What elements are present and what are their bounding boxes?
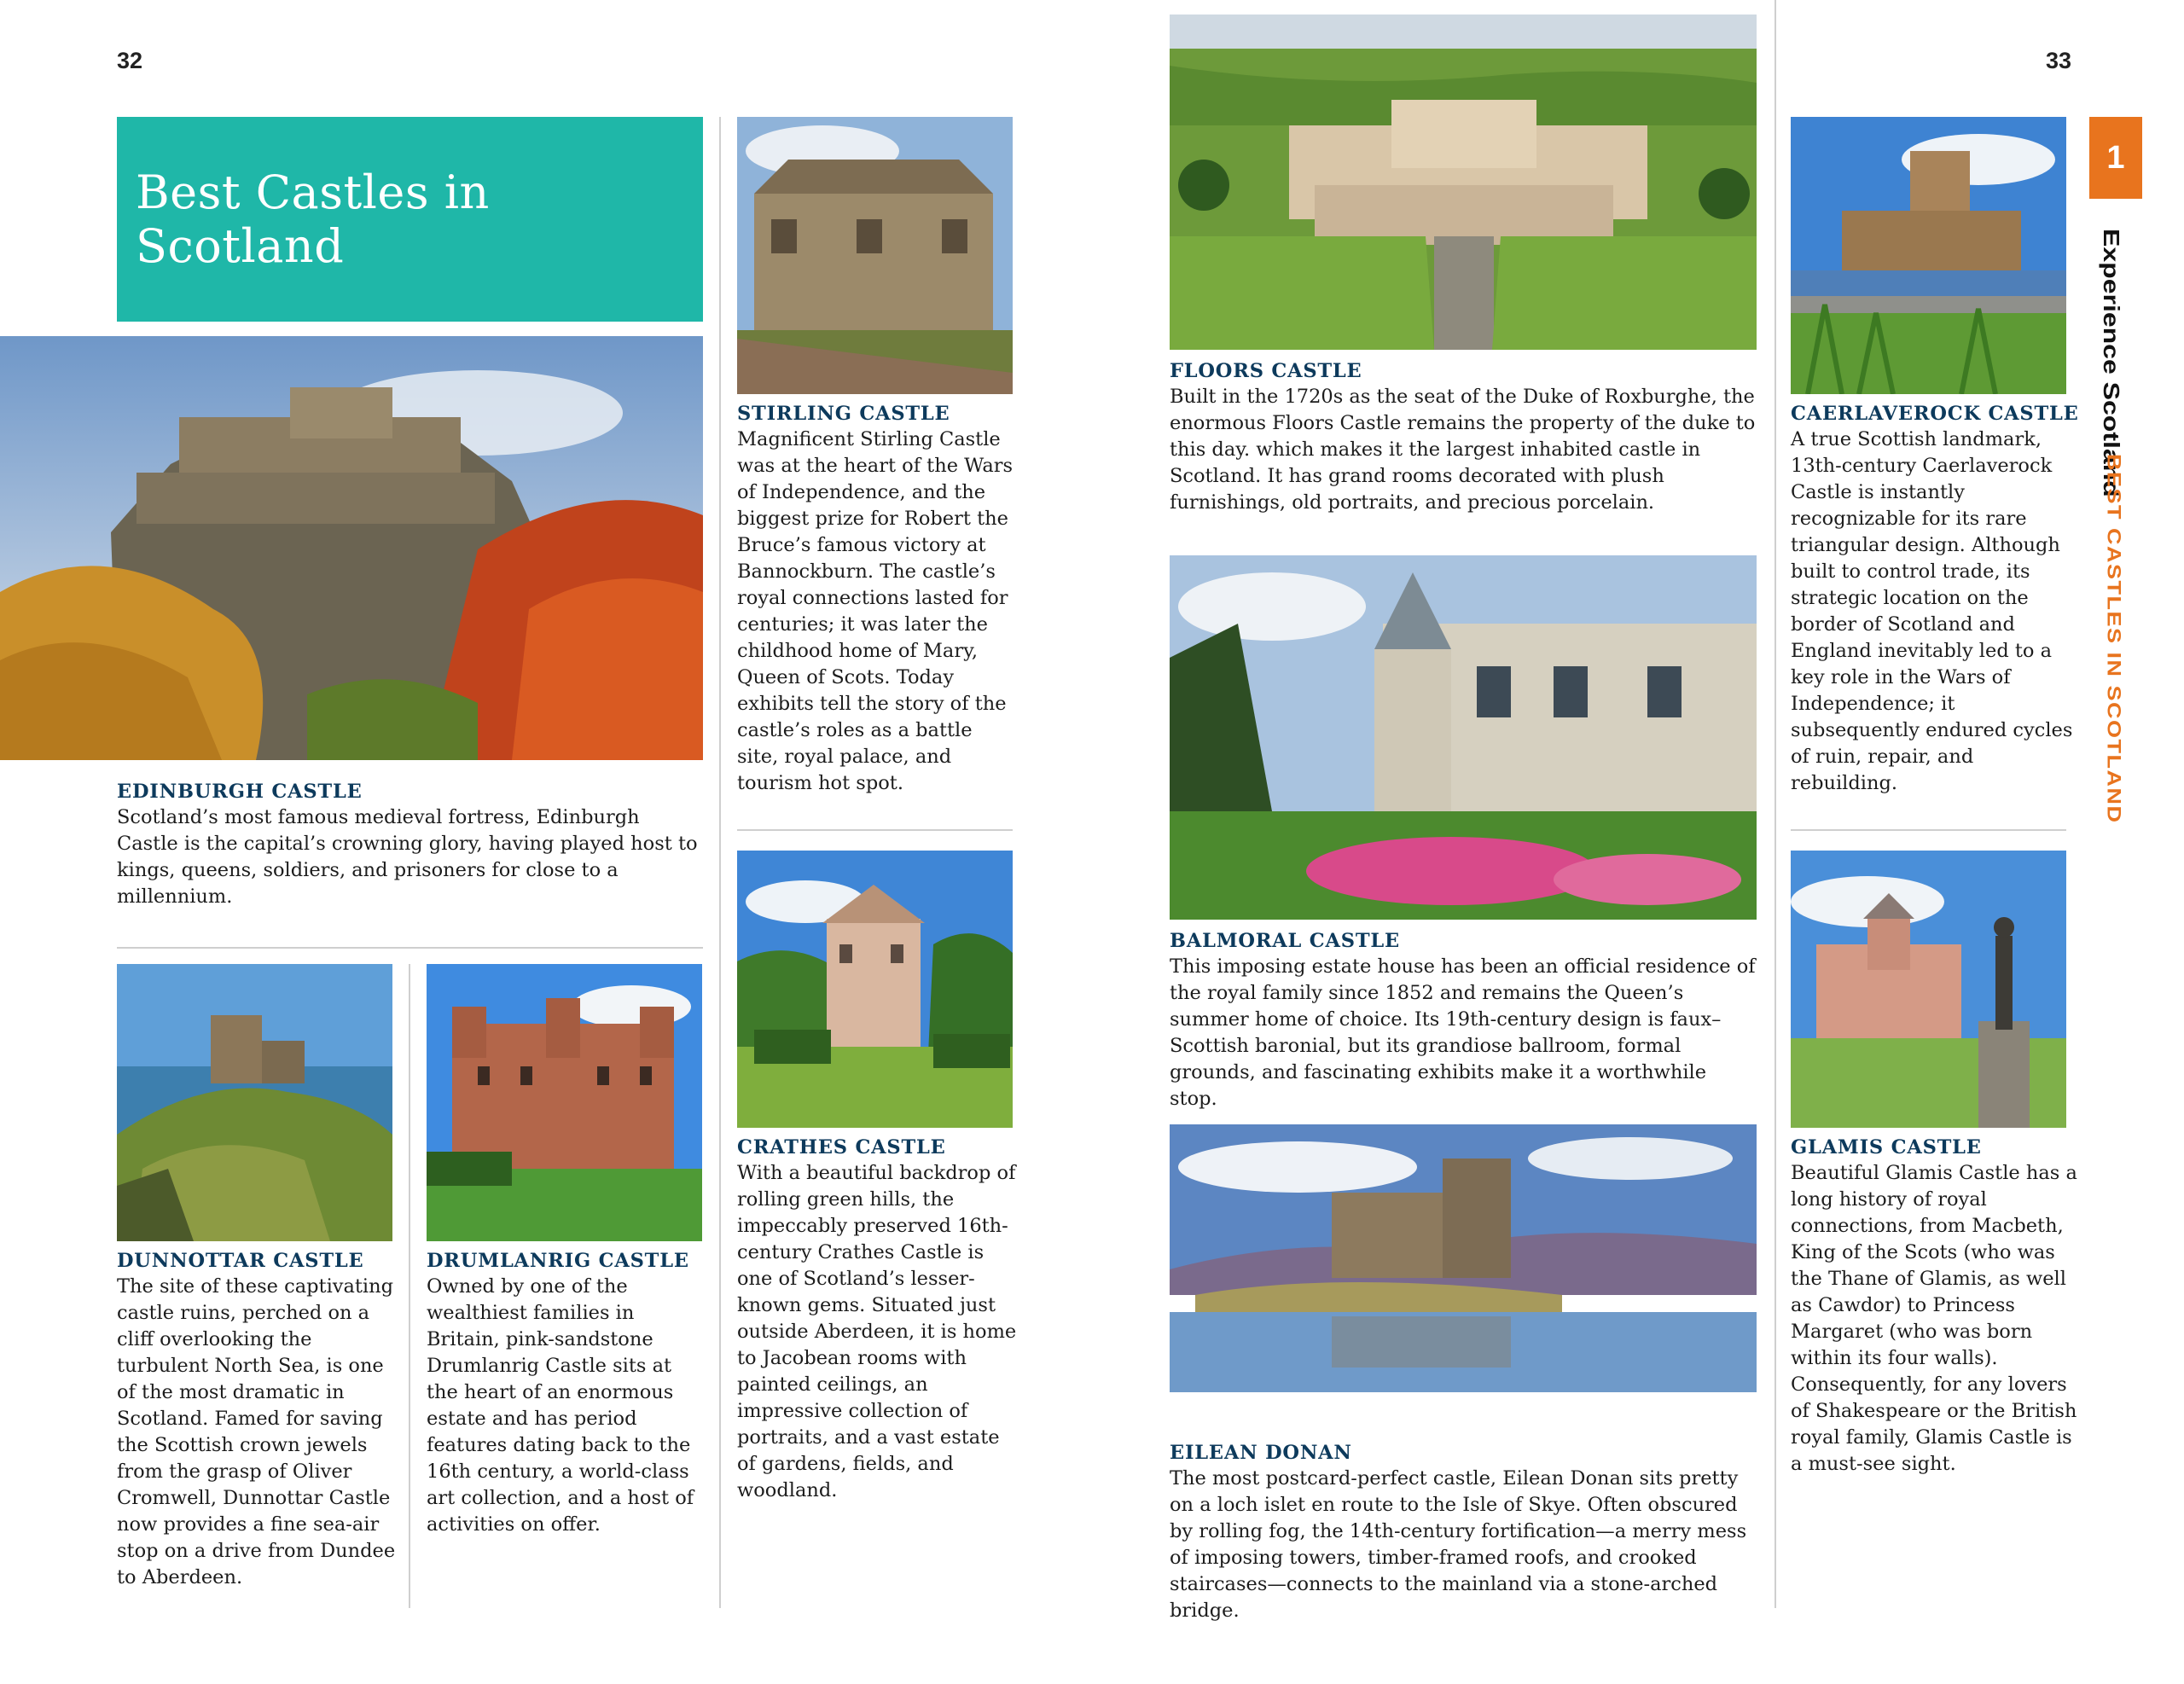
edinburgh-castle-text: Scotland’s most famous medieval fortress, Edinburgh Castle is the capital’s crowning glory, having played host to kings, queens, soldiers, and prisoners for close to a millennium. (117, 806, 698, 908)
page-title: Best Castles in Scotland (136, 165, 490, 273)
caerlaverock-castle-entry (1791, 403, 2081, 797)
glamis-castle-heading: GLAMIS CASTLE (1791, 1136, 1982, 1158)
balmoral-castle-heading: BALMORAL CASTLE (1170, 930, 1400, 952)
page-number-left: 32 (117, 48, 143, 73)
crathes-castle-heading: CRATHES CASTLE (737, 1136, 946, 1158)
drumlanrig-castle-entry (427, 1250, 708, 1538)
stirling-castle-text: Magnificent Stirling Castle was at the heart of the Wars of Independence, and the biggest prize for Robert the Bruce’s famous victory at Bannockburn. The castle’s royal connections lasted for centuries; it was later the childhood home of Mary, Queen of Scots. Today exhibits tell the story of the castle’s roles as a battle site, royal palace, and tourism hot spot. (737, 428, 1014, 794)
caerlaverock-castle-text: A true Scottish landmark, 13th-century Caerlaverock Castle is instantly recognizable for its rare triangular design. Although built to control trade, its strategic location on the border of Scotland and England inevitably led to a key role in the Wars of Independence; it subsequently endured cycles of ruin, repair, and rebuilding. (1791, 428, 2073, 794)
edinburgh-castle-photo (0, 336, 703, 760)
row-divider (737, 829, 1013, 831)
title-banner (117, 117, 703, 322)
glamis-castle-text: Beautiful Glamis Castle has a long history of royal connections, from Macbeth, King of the Scots (who was the Thane of Glamis, as well as Cawdor) to Princess Margaret (who was born within its four walls). Consequently, for any lovers of Shakespeare or the British royal family, Glamis Castle is a must-see sight. (1791, 1162, 2077, 1475)
column-divider (409, 964, 410, 1608)
dunnottar-castle-entry (117, 1250, 398, 1591)
edinburgh-castle-heading: EDINBURGH CASTLE (117, 781, 363, 803)
glamis-castle-photo (1791, 851, 2066, 1128)
chapter-label: Experience Scotland (2099, 229, 2124, 497)
column-divider (719, 117, 721, 1608)
balmoral-castle-photo (1170, 555, 1757, 920)
floors-castle-heading: FLOORS CASTLE (1170, 360, 1362, 382)
balmoral-castle-entry (1170, 930, 1758, 1112)
crathes-castle-photo (737, 851, 1013, 1128)
drumlanrig-castle-photo (427, 964, 702, 1241)
dunnottar-castle-text: The site of these captivating castle ruins, perched on a cliff overlooking the turbulent North Sea, is one of the most dramatic in Scotland. Famed for saving the Scottish crown jewels from the grasp of Oliver Cromwell, Dunnottar Castle now provides a fine sea-air stop on a drive from Dundee to Aberdeen. (117, 1275, 396, 1588)
row-divider (117, 947, 703, 949)
column-divider (1774, 0, 1776, 1608)
stirling-castle-entry (737, 403, 1019, 797)
dunnottar-castle-heading: DUNNOTTAR CASTLE (117, 1250, 364, 1272)
floors-castle-entry (1170, 360, 1758, 516)
floors-castle-photo (1170, 15, 1757, 350)
drumlanrig-castle-heading: DRUMLANRIG CASTLE (427, 1250, 689, 1272)
eilean-donan-heading: EILEAN DONAN (1170, 1442, 1352, 1464)
floors-castle-text: Built in the 1720s as the seat of the Duke of Roxburghe, the enormous Floors Castle remains the property of the duke to this day. which makes it the largest inhabited castle in Scotland. It has grand rooms decorated with plush furnishings, old portraits, and precious porcelain. (1170, 386, 1756, 514)
caerlaverock-castle-heading: CAERLAVEROCK CASTLE (1791, 403, 2079, 425)
caerlaverock-castle-photo (1791, 117, 2066, 394)
crathes-castle-entry (737, 1136, 1019, 1504)
chapter-tab (2089, 117, 2142, 199)
section-label: BEST CASTLES IN SCOTLAND (2103, 454, 2125, 824)
crathes-castle-text: With a beautiful backdrop of rolling green hills, the impeccably preserved 16th-century Crathes Castle is one of Scotland’s lesser-known gems. Situated just outside Aberdeen, it is home to Jacobean rooms with painted ceilings, an impressive collection of portraits, and a vast estate of gardens, fields, and woodland. (737, 1162, 1017, 1501)
dunnottar-castle-photo (117, 964, 392, 1241)
chapter-number: 1 (2106, 139, 2125, 176)
stirling-castle-heading: STIRLING CASTLE (737, 403, 950, 425)
row-divider (1791, 829, 2066, 831)
eilean-donan-entry (1170, 1442, 1758, 1624)
edinburgh-castle-entry (117, 781, 703, 910)
glamis-castle-entry (1791, 1136, 2081, 1478)
eilean-donan-text: The most postcard-perfect castle, Eilean Donan sits pretty on a loch islet en route to the Isle of Skye. Often obscured by rolling fog, the 14th-century fortification—a merry mess of imposing towers, timber-framed roofs, and crooked staircases—connects to the mainland via a stone-arched bridge. (1170, 1467, 1747, 1622)
eilean-donan-photo (1170, 1124, 1757, 1392)
page-number-right: 33 (2046, 48, 2072, 73)
drumlanrig-castle-text: Owned by one of the wealthiest families in Britain, pink-sandstone Drumlanrig Castle sits at the heart of an enormous estate and has period features dating back to the 16th century, a world-class art collection, and a host of activities on offer. (427, 1275, 694, 1536)
stirling-castle-photo (737, 117, 1013, 394)
balmoral-castle-text: This imposing estate house has been an official residence of the royal family since 1852 and remains the Queen’s summer home of choice. Its 19th-century design is faux–Scottish baronial, but its grandiose ballroom, formal grounds, and fascinating exhibits make it a worthwhile stop. (1170, 955, 1756, 1110)
